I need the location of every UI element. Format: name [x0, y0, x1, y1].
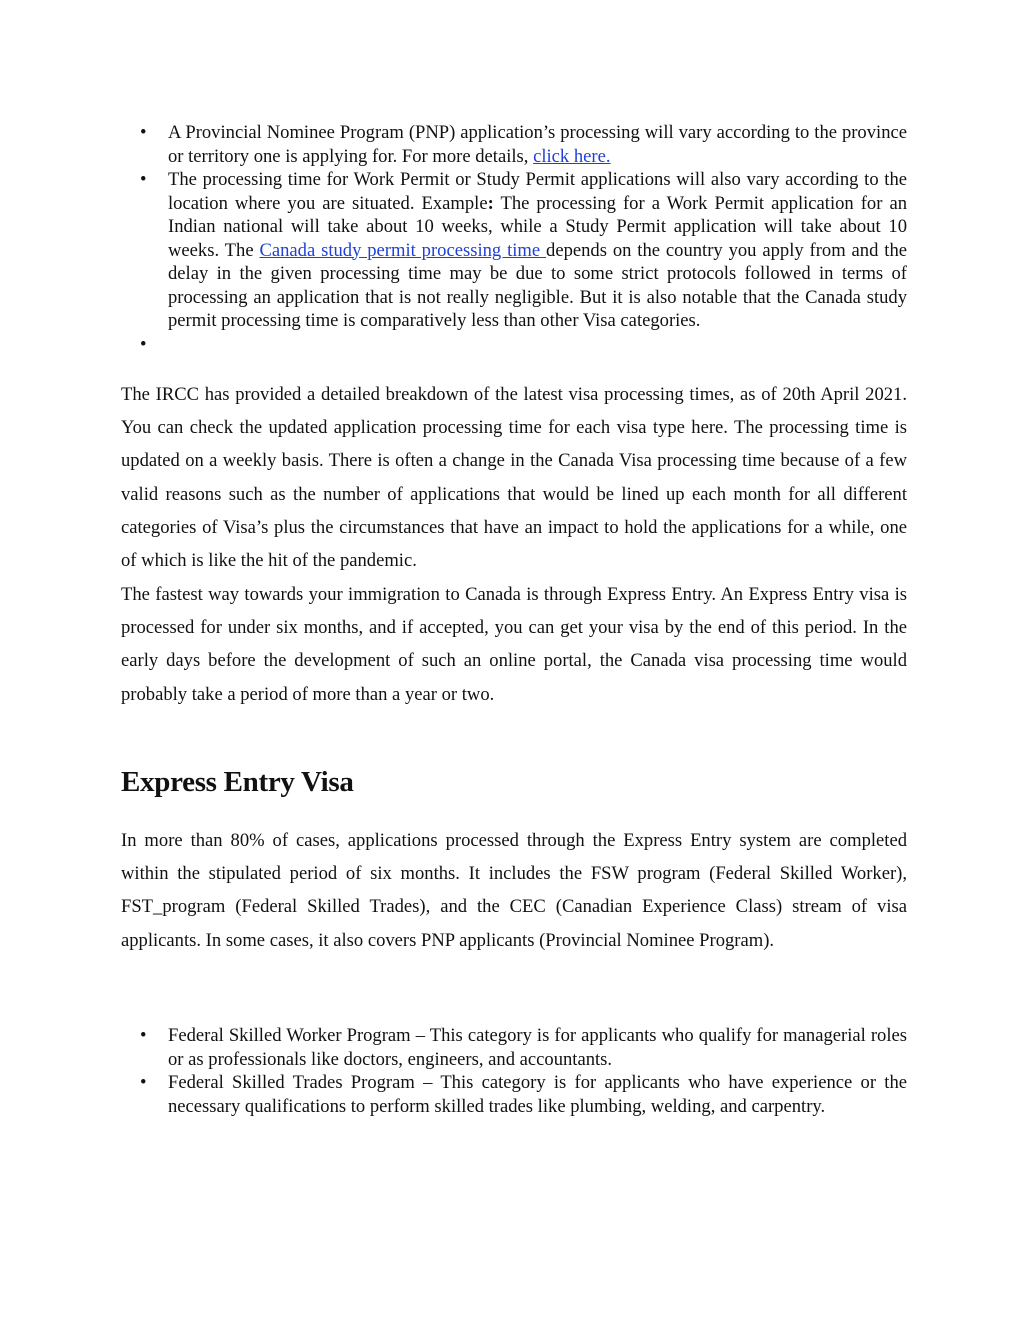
paragraph-express-entry: In more than 80% of cases, applications processed through the Express Entry system are completed within the stipulated period of six months. It includes the FSW program (Federal Skilled Worker), FST_program (Federal Skilled Trades), and the CEC (Canadian Experience Class) stream of visa applicants. In some cases, it also covers PNP applicants (Provincial Nominee Program).: [121, 830, 907, 951]
list-item-text: Federal Skilled Trades Program – This category is for applicants who have experience or the necessary qualifications to perform skilled trades like plumbing, welding, and carpentry.: [168, 1072, 907, 1117]
list-item-text: The processing for a Work Permit application for an Indian national will take about 10 weeks, while a Study Permit application will take about 10 weeks. The: [168, 192, 908, 261]
top-bullet-list: [121, 121, 907, 356]
list-item-permit-processing: [121, 168, 907, 333]
bullet-dot: •: [140, 1025, 147, 1046]
bullet-dot: •: [140, 122, 147, 143]
example-colon: :: [487, 192, 494, 214]
study-permit-processing-link[interactable]: Canada study permit processing time: [259, 239, 547, 261]
bullet-dot: •: [140, 333, 147, 355]
bottom-bullet-list: [121, 1024, 907, 1118]
paragraph-ircc-breakdown: The IRCC has provided a detailed breakdown of the latest visa processing times, as of 20th April 2021. You can check the updated application processing time for each visa type here. The processing time is updated on a weekly basis. There is often a change in the Canada Visa processing time because of a few valid reasons such as the number of applications that would be lined up each month for all different categories of Visa’s plus the circumstances that have an impact to hold the applications for a while, one of which is like the hit of the pandemic.: [121, 384, 907, 572]
list-item-pnp: [121, 121, 907, 168]
list-item-text: Federal Skilled Worker Program – This category is for applicants who qualify for managerial roles or as professionals like doctors, engineers, and accountants.: [168, 1025, 907, 1070]
list-item-empty: [121, 333, 907, 357]
paragraph-fastest-way: The fastest way towards your immigration to Canada is through Express Entry. An Express Entry visa is processed for under six months, and if accepted, you can get your visa by the end of this period. In the early days before the development of such an online portal, the Canada visa processing time would probably take a period of more than a year or two.: [121, 584, 907, 705]
bullet-dot: •: [140, 1072, 147, 1093]
list-item-fst: [121, 1071, 907, 1118]
list-item-text: A Provincial Nominee Program (PNP) application’s processing will vary according to the province or territory one is applying for. For more details,: [168, 122, 907, 167]
paragraph-text: program (Federal Skilled Trades), and the CEC (Canadian Experience Class) stream of visa applicants. In some cases, it also covers PNP applicants (Provincial Nominee Program).: [121, 896, 907, 951]
section-heading: Express Entry Visa: [121, 766, 354, 798]
paragraph-text: In more than 80% of cases, applications processed through the Express Entry system are completed within the stipulated period of six months. It includes the FSW program (Federal Skilled Worker), FST: [121, 830, 907, 918]
list-item-text: The processing time for Work Permit or Study Permit applications will also vary according to the location where you are situated. Example: [168, 169, 907, 214]
bullet-dot: •: [140, 169, 147, 190]
list-item-text: depends on the country you apply from and the delay in the given processing time may be due to some strict protocols followed in terms of processing an application that is not really negligible. But it is also notable that the Canada study permit processing time is comparatively less than other Visa categories.: [168, 239, 907, 331]
click-here-link[interactable]: click here.: [533, 145, 611, 167]
list-item-fsw: [121, 1024, 907, 1071]
